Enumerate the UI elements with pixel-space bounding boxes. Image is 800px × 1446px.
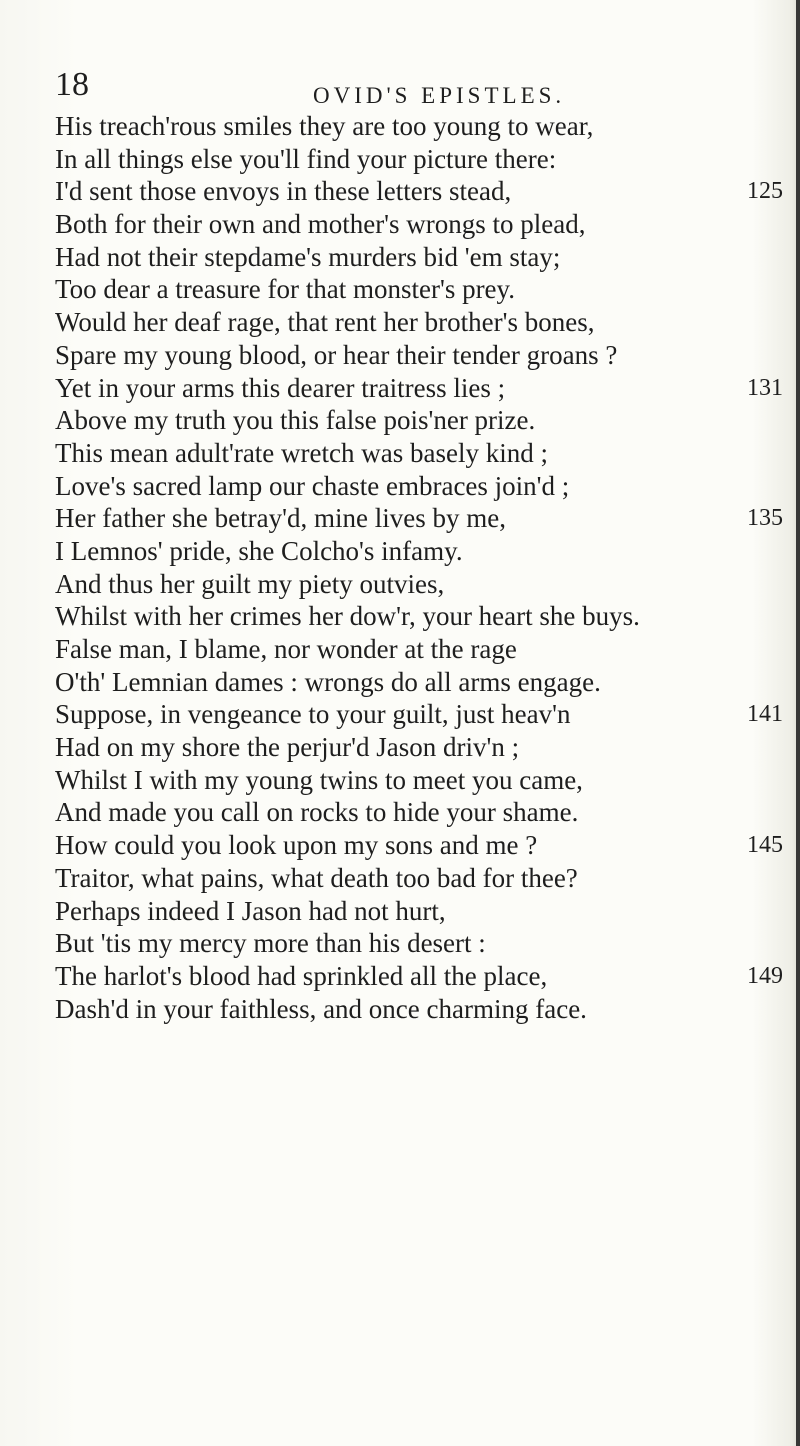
- poem-line: [55, 698, 783, 731]
- poem-line-text: Would her deaf rage, that rent her brother's bones,: [55, 307, 595, 338]
- poem-line: [55, 437, 770, 470]
- poem-line-text: But 'tis my mercy more than his desert :: [55, 928, 486, 959]
- poem-line: [55, 273, 770, 306]
- poem-line-text: I Lemnos' pride, she Colcho's infamy.: [55, 535, 463, 566]
- line-number: 145: [747, 832, 783, 859]
- poem-line: [55, 175, 783, 208]
- poem-line: [55, 306, 770, 339]
- poem-line: [55, 470, 770, 503]
- poem-line-text: His treach'rous smiles they are too young to wear,: [55, 111, 594, 141]
- poem-line-text: And made you call on rocks to hide your shame.: [55, 797, 579, 828]
- poem-line-text: False man, I blame, nor wonder at the rage: [55, 634, 517, 664]
- poem-line: [55, 666, 770, 699]
- poem-line: [55, 862, 770, 895]
- poem-line: [55, 241, 770, 274]
- line-number: 135: [747, 505, 783, 532]
- poem-line-text: How could you look upon my sons and me ?: [55, 830, 538, 861]
- poem-line-text: O'th' Lemnian dames : wrongs do all arms engage.: [55, 666, 601, 697]
- poem-line: [55, 372, 783, 405]
- poem-line: [55, 927, 770, 960]
- line-number: 131: [747, 374, 783, 401]
- poem-line: [55, 829, 783, 862]
- poem-line-text: In all things else you'll find your picture there:: [55, 143, 557, 174]
- poem-line-text: Too dear a treasure for that monster's prey.: [55, 274, 516, 305]
- poem-line-text: Love's sacred lamp our chaste embraces join'd ;: [55, 470, 570, 501]
- poem-line-text: Had on my shore the perjur'd Jason driv'n ;: [55, 732, 520, 763]
- poem-line: [55, 895, 770, 928]
- poem-line: [55, 568, 770, 601]
- poem-line-text: Traitor, what pains, what death too bad for thee?: [55, 862, 578, 893]
- poem-line-text: Spare my young blood, or hear their tender groans ?: [55, 339, 618, 370]
- running-head: OVID'S EPISTLES.: [313, 83, 566, 108]
- poem-line-text: I'd sent those envoys in these letters stead,: [55, 176, 512, 207]
- poem-line: [55, 993, 770, 1026]
- poem-text: [55, 110, 783, 1025]
- poem-line-text: Whilst with her crimes her dow'r, your heart she buys.: [55, 601, 640, 632]
- poem-line-text: Her father she betray'd, mine lives by me,: [55, 503, 506, 534]
- line-number: 141: [747, 701, 783, 728]
- poem-line: [55, 339, 770, 372]
- poem-line-text: Above my truth you this false pois'ner prize.: [55, 405, 536, 436]
- poem-line: [55, 502, 783, 535]
- poem-line: [55, 633, 770, 666]
- poem-line: [55, 731, 770, 764]
- poem-line: [55, 796, 770, 829]
- page-number: 18: [55, 66, 89, 103]
- page-edge: [796, 0, 800, 1446]
- poem-line-text: Perhaps indeed I Jason had not hurt,: [55, 895, 446, 926]
- line-number: 149: [747, 962, 783, 989]
- poem-line: [55, 535, 770, 568]
- poem-line: [55, 764, 770, 797]
- line-number: 125: [747, 178, 783, 205]
- poem-line: [55, 143, 770, 176]
- poem-line: [55, 208, 770, 241]
- poem-line-text: Both for their own and mother's wrongs to plead,: [55, 209, 586, 240]
- poem-line: [55, 600, 770, 633]
- poem-line-text: Whilst I with my young twins to meet you came,: [55, 764, 583, 795]
- poem-line-text: Suppose, in vengeance to your guilt, just heav'n: [55, 699, 571, 730]
- poem-line: [55, 404, 770, 437]
- poem-line-text: This mean adult'rate wretch was basely kind ;: [55, 437, 548, 468]
- poem-line: [55, 110, 770, 143]
- poem-line: [55, 960, 783, 993]
- poem-line-text: Had not their stepdame's murders bid 'em stay;: [55, 241, 561, 272]
- poem-line-text: The harlot's blood had sprinkled all the place,: [55, 960, 548, 991]
- poem-line-text: Dash'd in your faithless, and once charming face.: [55, 993, 587, 1024]
- poem-line-text: And thus her guilt my piety outvies,: [55, 568, 445, 599]
- poem-line-text: Yet in your arms this dearer traitress lies ;: [55, 372, 506, 403]
